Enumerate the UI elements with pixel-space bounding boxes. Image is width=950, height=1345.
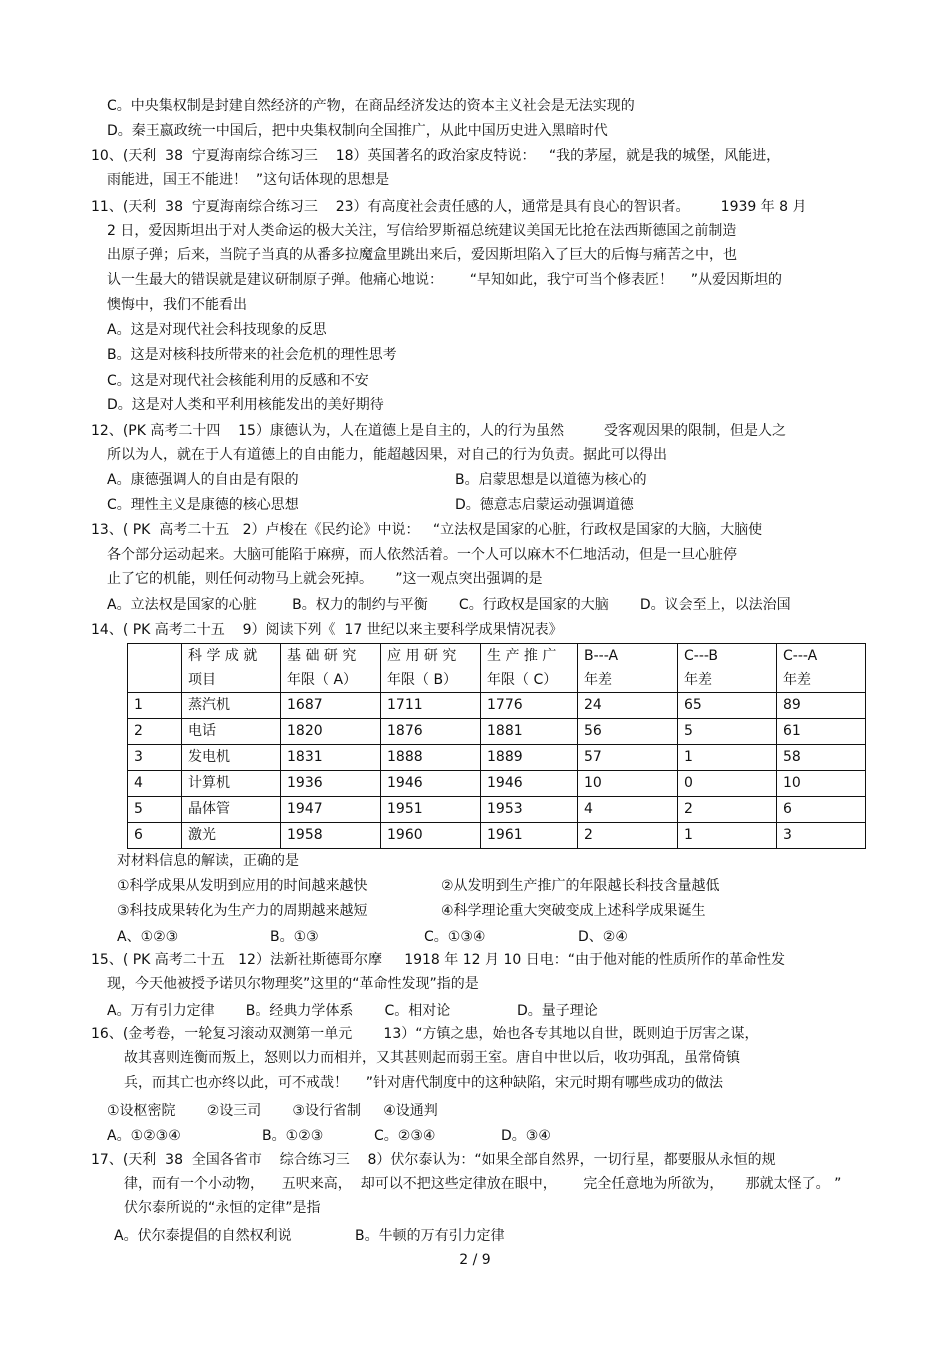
table-cell: 1: [678, 823, 777, 849]
table-cell: 4: [578, 797, 678, 823]
table-cell: 1: [678, 745, 777, 771]
header-cell: C---B 年差: [678, 644, 777, 693]
table-cell: 激光: [182, 823, 281, 849]
options-row: A。立法权是国家的心脏 B。权力的制约与平衡 C。行政权是国家的大脑 D。议会至上，以法治国: [107, 597, 791, 613]
table-cell: 6: [128, 823, 182, 849]
header-cell: 基 础 研 究 年限（ A）: [281, 644, 381, 693]
question-14: 14、( PK 高考二十五 9）阅读下列《 17 世纪以来主要科学成果情况表》: [91, 622, 563, 638]
option-a: A。这是对现代社会科技现象的反思: [107, 322, 327, 338]
table-cell: 0: [678, 771, 777, 797]
header-cell: B---A 年差: [578, 644, 678, 693]
table-cell: 57: [578, 745, 678, 771]
text-line: 现，今天他被授予诺贝尔物理奖”这里的“革命性发现”指的是: [107, 976, 479, 992]
table-cell: 计算机: [182, 771, 281, 797]
table-row: [128, 771, 866, 797]
table-cell: 5: [678, 719, 777, 745]
header-cell: [128, 644, 182, 693]
option-c: C。理性主义是康德的核心思想: [107, 497, 299, 513]
option-a: A。康德强调人的自由是有限的: [107, 472, 299, 488]
text-line: 懊悔中，我们不能看出: [107, 297, 247, 313]
options-row: A。万有引力定律 B。经典力学体系 C。相对论 D。量子理论: [107, 1003, 598, 1019]
table-cell: 1960: [381, 823, 481, 849]
question-10: 10、(天利 38 宁夏海南综合练习三 18）英国著名的政治家皮特说： “我的茅屋，就是我的城堡，风能进，: [91, 148, 781, 164]
table-cell: 1946: [381, 771, 481, 797]
option-d: D。德意志启蒙运动强调道德: [455, 497, 634, 513]
header-cell: 生 产 推 广 年限（ C）: [481, 644, 578, 693]
text-line: 律，而有一个小动物， 五呎来高， 却可以不把这些定律放在眼中， 完全任意地为所欲为， 那就太怪了。 ”: [124, 1176, 842, 1192]
option-b: B。①③: [270, 929, 319, 945]
table-row: [128, 719, 866, 745]
table-cell: 1936: [281, 771, 381, 797]
text-line: D。秦王嬴政统一中国后，把中央集权制向全国推广，从此中国历史进入黑暗时代: [107, 123, 608, 139]
statement-1: ①科学成果从发明到应用的时间越来越快: [117, 878, 368, 894]
table-cell: 3: [128, 745, 182, 771]
table-cell: 1776: [481, 693, 578, 719]
table-cell: 10: [777, 771, 866, 797]
option-d: D。这是对人类和平利用核能发出的美好期待: [107, 397, 384, 413]
table-cell: 发电机: [182, 745, 281, 771]
table-cell: 1831: [281, 745, 381, 771]
text-line: 2 日，爱因斯坦出于对人类命运的极大关注，写信给罗斯福总统建议美国无比抢在法西斯德国之前制造: [107, 223, 737, 239]
page-number: 2 / 9: [459, 1252, 491, 1268]
table-cell: 1946: [481, 771, 578, 797]
option-d: D、②④: [578, 929, 628, 945]
text-line: 对材料信息的解读，正确的是: [117, 853, 299, 869]
option-c: C。①③④: [424, 929, 486, 945]
text-line: 故其喜则连衡而叛上，怒则以力而相并，又其甚则起而弱王室。唐自中世以后，收功弭乱，虽常倚镇: [124, 1050, 740, 1066]
option-a: A。①②③④: [107, 1128, 181, 1144]
table-cell: 电话: [182, 719, 281, 745]
option-d: D。③④: [501, 1128, 551, 1144]
table-row: [128, 797, 866, 823]
table-cell: 1888: [381, 745, 481, 771]
table-cell: 1947: [281, 797, 381, 823]
question-17: 17、(天利 38 全国各省市 综合练习三 8）伏尔泰认为：“如果全部自然界，一切行星，都要服从永恒的规: [91, 1152, 776, 1168]
table-cell: 1961: [481, 823, 578, 849]
table-cell: 1881: [481, 719, 578, 745]
table-cell: 3: [777, 823, 866, 849]
option-b: B。牛顿的万有引力定律: [355, 1228, 505, 1244]
table-cell: 1876: [381, 719, 481, 745]
option-b: B。①②③: [262, 1128, 324, 1144]
table-cell: 4: [128, 771, 182, 797]
table-cell: 1951: [381, 797, 481, 823]
table-cell: 5: [128, 797, 182, 823]
text-line: C。中央集权制是封建自然经济的产物，在商品经济发达的资本主义社会是无法实现的: [107, 98, 635, 114]
table-cell: 2: [578, 823, 678, 849]
option-a: A、①②③: [117, 929, 179, 945]
text-line: 伏尔泰所说的“永恒的定律”是指: [124, 1200, 321, 1216]
table-cell: 1: [128, 693, 182, 719]
question-11: 11、(天利 38 宁夏海南综合练习三 23）有高度社会责任感的人，通常是具有良心的智识者。 1939 年 8 月: [91, 199, 807, 215]
table-cell: 2: [678, 797, 777, 823]
text-line: 兵，而其亡也亦终以此，可不戒哉！ ”针对唐代制度中的这种缺陷，宋元时期有哪些成功的做法: [124, 1075, 724, 1091]
question-16: 16、(金考卷，一轮复习滚动双测第一单元 13）“方镇之患，始也各专其地以自世，既则迫于厉害之谋，: [91, 1026, 759, 1042]
science-achievements-table: [127, 643, 866, 849]
table-row: [128, 693, 866, 719]
table-cell: 蒸汽机: [182, 693, 281, 719]
text-line: 雨能进，国王不能进！ ”这句话体现的思想是: [107, 172, 390, 188]
text-line: 出原子弹；后来，当院子当真的从番多拉魔盒里跳出来后，爱因斯坦陷入了巨大的后悔与痛苦之中，也: [107, 247, 737, 263]
statement-4: ④科学理论重大突破变成上述科学成果诞生: [441, 903, 706, 919]
table-header-row: [128, 644, 866, 693]
text-line: 所以为人，就在于人有道德上的自由能力，能超越因果，对自己的行为负责。据此可以得出: [107, 447, 667, 463]
option-b: B。启蒙思想是以道德为核心的: [455, 472, 647, 488]
table-row: [128, 823, 866, 849]
table-cell: 1687: [281, 693, 381, 719]
statement-3: ③科技成果转化为生产力的周期越来越短: [117, 903, 368, 919]
option-a: A。伏尔泰提倡的自然权利说: [114, 1228, 292, 1244]
question-12: 12、(PK 高考二十四 15）康德认为，人在道德上是自主的，人的行为虽然 受客观因果的限制，但是人之: [91, 423, 787, 439]
table-cell: 晶体管: [182, 797, 281, 823]
table-cell: 65: [678, 693, 777, 719]
text-line: 认一生最大的错误就是建议研制原子弹。他痛心地说： “早知如此，我宁可当个修表匠！ ”从爱因斯坦的: [107, 272, 783, 288]
table-cell: 1958: [281, 823, 381, 849]
table-cell: 89: [777, 693, 866, 719]
text-line: 各个部分运动起来。大脑可能陷于麻痹，而人依然活着。一个人可以麻木不仁地活动，但是一旦心脏停: [107, 547, 737, 563]
question-13: 13、( PK 高考二十五 2）卢梭在《民约论》中说： “立法权是国家的心脏，行政权是国家的大脑，大脑使: [91, 522, 763, 538]
table-cell: 10: [578, 771, 678, 797]
statements-row: ①设枢密院 ②设三司 ③设行省制 ④设通判: [107, 1103, 438, 1119]
table-cell: 24: [578, 693, 678, 719]
header-cell: C---A 年差: [777, 644, 866, 693]
option-c: C。②③④: [374, 1128, 436, 1144]
table-cell: 1889: [481, 745, 578, 771]
table-cell: 1820: [281, 719, 381, 745]
option-b: B。这是对核科技所带来的社会危机的理性思考: [107, 347, 397, 363]
question-15: 15、( PK 高考二十五 12）法新社斯德哥尔摩 1918 年 12 月 10 日电：“由于他对能的性质所作的革命性发: [91, 952, 785, 968]
table-cell: 58: [777, 745, 866, 771]
header-cell: 科 学 成 就 项目: [182, 644, 281, 693]
table-cell: 6: [777, 797, 866, 823]
table-cell: 2: [128, 719, 182, 745]
table-cell: 61: [777, 719, 866, 745]
table-row: [128, 745, 866, 771]
table-cell: 56: [578, 719, 678, 745]
table-cell: 1953: [481, 797, 578, 823]
option-c: C。这是对现代社会核能利用的反感和不安: [107, 373, 369, 389]
text-line: 止了它的机能，则任何动物马上就会死掉。 ”这一观点突出强调的是: [107, 571, 543, 587]
header-cell: 应 用 研 究 年限（ B）: [381, 644, 481, 693]
statement-2: ②从发明到生产推广的年限越长科技含量越低: [441, 878, 720, 894]
table-cell: 1711: [381, 693, 481, 719]
